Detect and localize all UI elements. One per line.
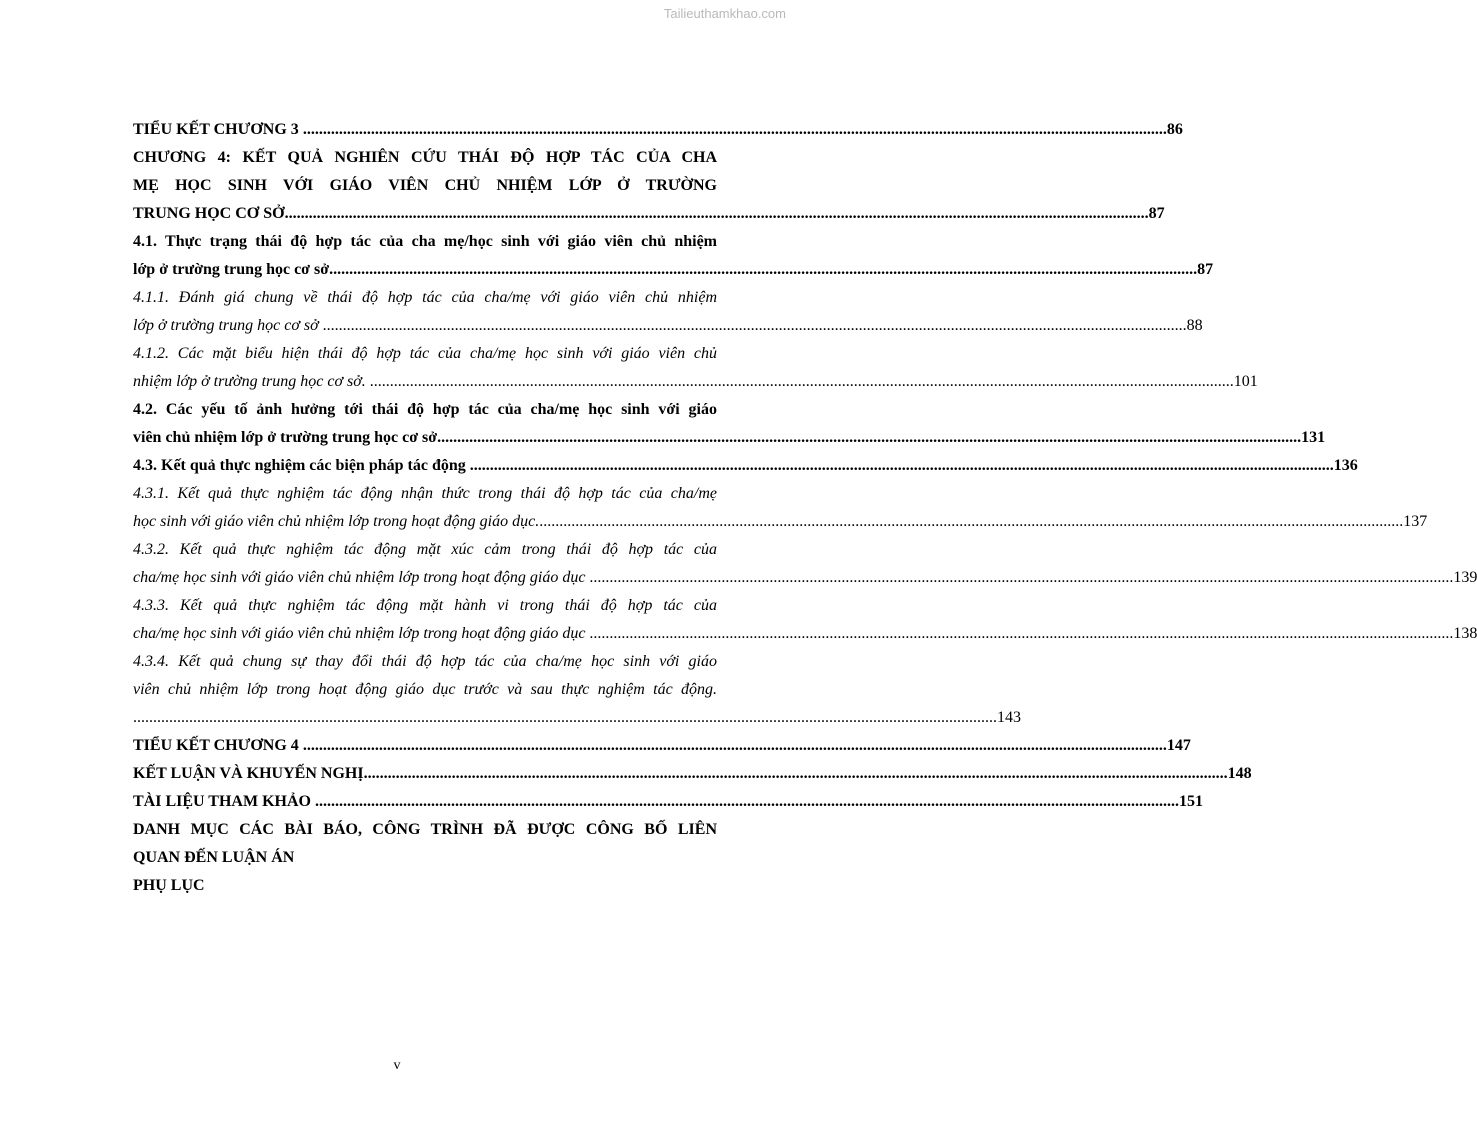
toc-entry-page: 101 (1233, 373, 1258, 390)
toc-entry[interactable] (133, 424, 1326, 452)
toc-entry-line[interactable]: DANH MỤC CÁC BÀI BÁO, CÔNG TRÌNH ĐÃ ĐƯỢC CÔNG BỐ LIÊN (133, 821, 717, 838)
dot-leader: ........................................................................................................................................................................................................................ (469, 457, 1334, 474)
toc-entry[interactable] (133, 732, 1191, 760)
toc-entry-title: học sinh với giáo viên chủ nhiệm lớp trong hoạt động giáo dục. (133, 513, 540, 530)
toc-entry-line[interactable]: 4.1.2. Các mặt biểu hiện thái độ hợp tác của cha/mẹ học sinh với giáo viên chủ (133, 345, 717, 362)
toc-entry-title: TRUNG HỌC CƠ SỞ (133, 205, 285, 222)
toc-entry[interactable] (133, 564, 1477, 592)
dot-leader: ........................................................................................................................................................................................................................ (133, 709, 997, 726)
toc-entry-line[interactable]: viên chủ nhiệm lớp trong hoạt động giáo dục trước và sau thực nghiệm tác động. (133, 681, 717, 698)
dot-leader: ........................................................................................................................................................................................................................ (589, 625, 1454, 642)
toc-entry-page: 87 (1148, 205, 1165, 222)
toc-entry-page: 136 (1333, 457, 1358, 474)
toc-entry-line[interactable]: 4.3.3. Kết quả thực nghiệm tác động mặt hành vi trong thái độ hợp tác của (133, 597, 717, 614)
toc-entry[interactable] (133, 704, 1021, 732)
toc-entry-title: 4.3. Kết quả thực nghiệm các biện pháp tác động (133, 457, 470, 474)
toc-entry-line[interactable]: 4.3.4. Kết quả chung sự thay đổi thái độ hợp tác của cha/mẹ học sinh với giáo (133, 653, 717, 670)
toc-entry[interactable] (133, 116, 1183, 144)
dot-leader: ........................................................................................................................................................................................................................ (369, 373, 1234, 390)
toc-entry-title: cha/mẹ học sinh với giáo viên chủ nhiệm lớp trong hoạt động giáo dục (133, 569, 590, 586)
toc-entry-line[interactable]: 4.3.2. Kết quả thực nghiệm tác động mặt xúc cảm trong thái độ hợp tác của (133, 541, 717, 558)
dot-leader: ........................................................................................................................................................................................................................ (314, 793, 1179, 810)
toc-entry-title: lớp ở trường trung học cơ sở (133, 317, 323, 334)
toc-entry-title: KẾT LUẬN VÀ KHUYẾN NGHỊ (133, 765, 364, 782)
toc-entry-title: lớp ở trường trung học cơ sở. (133, 261, 334, 278)
dot-leader: ........................................................................................................................................................................................................................ (437, 429, 1302, 446)
dot-leader: ........................................................................................................................................................................................................................ (284, 205, 1149, 222)
toc-entry[interactable] (133, 760, 1252, 788)
dot-leader: ........................................................................................................................................................................................................................ (539, 513, 1404, 530)
toc-entry[interactable] (133, 508, 1428, 536)
toc-entry-page: 88 (1186, 317, 1203, 334)
toc-entry-page: 86 (1166, 121, 1183, 138)
toc-entry-line[interactable]: CHƯƠNG 4: KẾT QUẢ NGHIÊN CỨU THÁI ĐỘ HỢP TÁC CỦA CHA (133, 149, 717, 166)
toc-entry[interactable] (133, 312, 1203, 340)
watermark-text: Tailieuthamkhao.com (663, 6, 786, 21)
toc-entry-line[interactable]: MẸ HỌC SINH VỚI GIÁO VIÊN CHỦ NHIỆM LỚP Ở TRƯỜNG (133, 177, 717, 194)
toc-entry-page: 148 (1227, 765, 1252, 782)
toc-entry-title: nhiệm lớp ở trường trung học cơ sở. (133, 373, 370, 390)
toc-entry-line[interactable]: 4.1. Thực trạng thái độ hợp tác của cha mẹ/học sinh với giáo viên chủ nhiệm (133, 233, 717, 250)
toc-entry-title: TIỂU KẾT CHƯƠNG 4 (133, 737, 303, 754)
toc-entry-line[interactable]: 4.2. Các yếu tố ảnh hưởng tới thái độ hợp tác của cha/mẹ học sinh với giáo (133, 401, 717, 418)
dot-leader: ........................................................................................................................................................................................................................ (333, 261, 1198, 278)
toc-entry-page: 131 (1301, 429, 1326, 446)
dot-leader: ........................................................................................................................................................................................................................ (363, 765, 1228, 782)
dot-leader: ........................................................................................................................................................................................................................ (589, 569, 1454, 586)
toc-entry-page: 139 (1453, 569, 1477, 586)
toc-entry-line[interactable]: QUAN ĐẾN LUẬN ÁN (133, 849, 295, 866)
dot-leader: ........................................................................................................................................................................................................................ (322, 317, 1187, 334)
toc-entry-page: 151 (1178, 793, 1203, 810)
toc-entry[interactable] (133, 620, 1477, 648)
toc-entry-page: 138 (1453, 625, 1477, 642)
toc-entry[interactable] (133, 200, 1165, 228)
toc-entry-page: 137 (1403, 513, 1428, 530)
toc-entry-page: 143 (997, 709, 1021, 726)
toc-entry[interactable] (133, 788, 1203, 816)
toc-entry[interactable] (133, 452, 1358, 480)
toc-entry[interactable] (133, 256, 1214, 284)
dot-leader: ........................................................................................................................................................................................................................ (302, 737, 1167, 754)
dot-leader: ........................................................................................................................................................................................................................ (302, 121, 1167, 138)
table-of-contents (133, 116, 1477, 900)
toc-entry-title: TÀI LIỆU THAM KHẢO (133, 793, 315, 810)
toc-entry-title: viên chủ nhiệm lớp ở trường trung học cơ sở (133, 429, 438, 446)
toc-entry-page: 87 (1197, 261, 1214, 278)
toc-entry-line[interactable]: PHỤ LỤC (133, 877, 205, 894)
toc-entry-line[interactable]: 4.3.1. Kết quả thực nghiệm tác động nhận thức trong thái độ hợp tác của cha/mẹ (133, 485, 717, 502)
page-number: v (393, 1058, 401, 1073)
toc-entry-title: TIỂU KẾT CHƯƠNG 3 (133, 121, 303, 138)
toc-entry[interactable] (133, 368, 1258, 396)
toc-entry-title: cha/mẹ học sinh với giáo viên chủ nhiệm lớp trong hoạt động giáo dục (133, 625, 590, 642)
toc-entry-page: 147 (1166, 737, 1191, 754)
toc-entry-line[interactable]: 4.1.1. Đánh giá chung về thái độ hợp tác của cha/mẹ với giáo viên chủ nhiệm (133, 289, 717, 306)
